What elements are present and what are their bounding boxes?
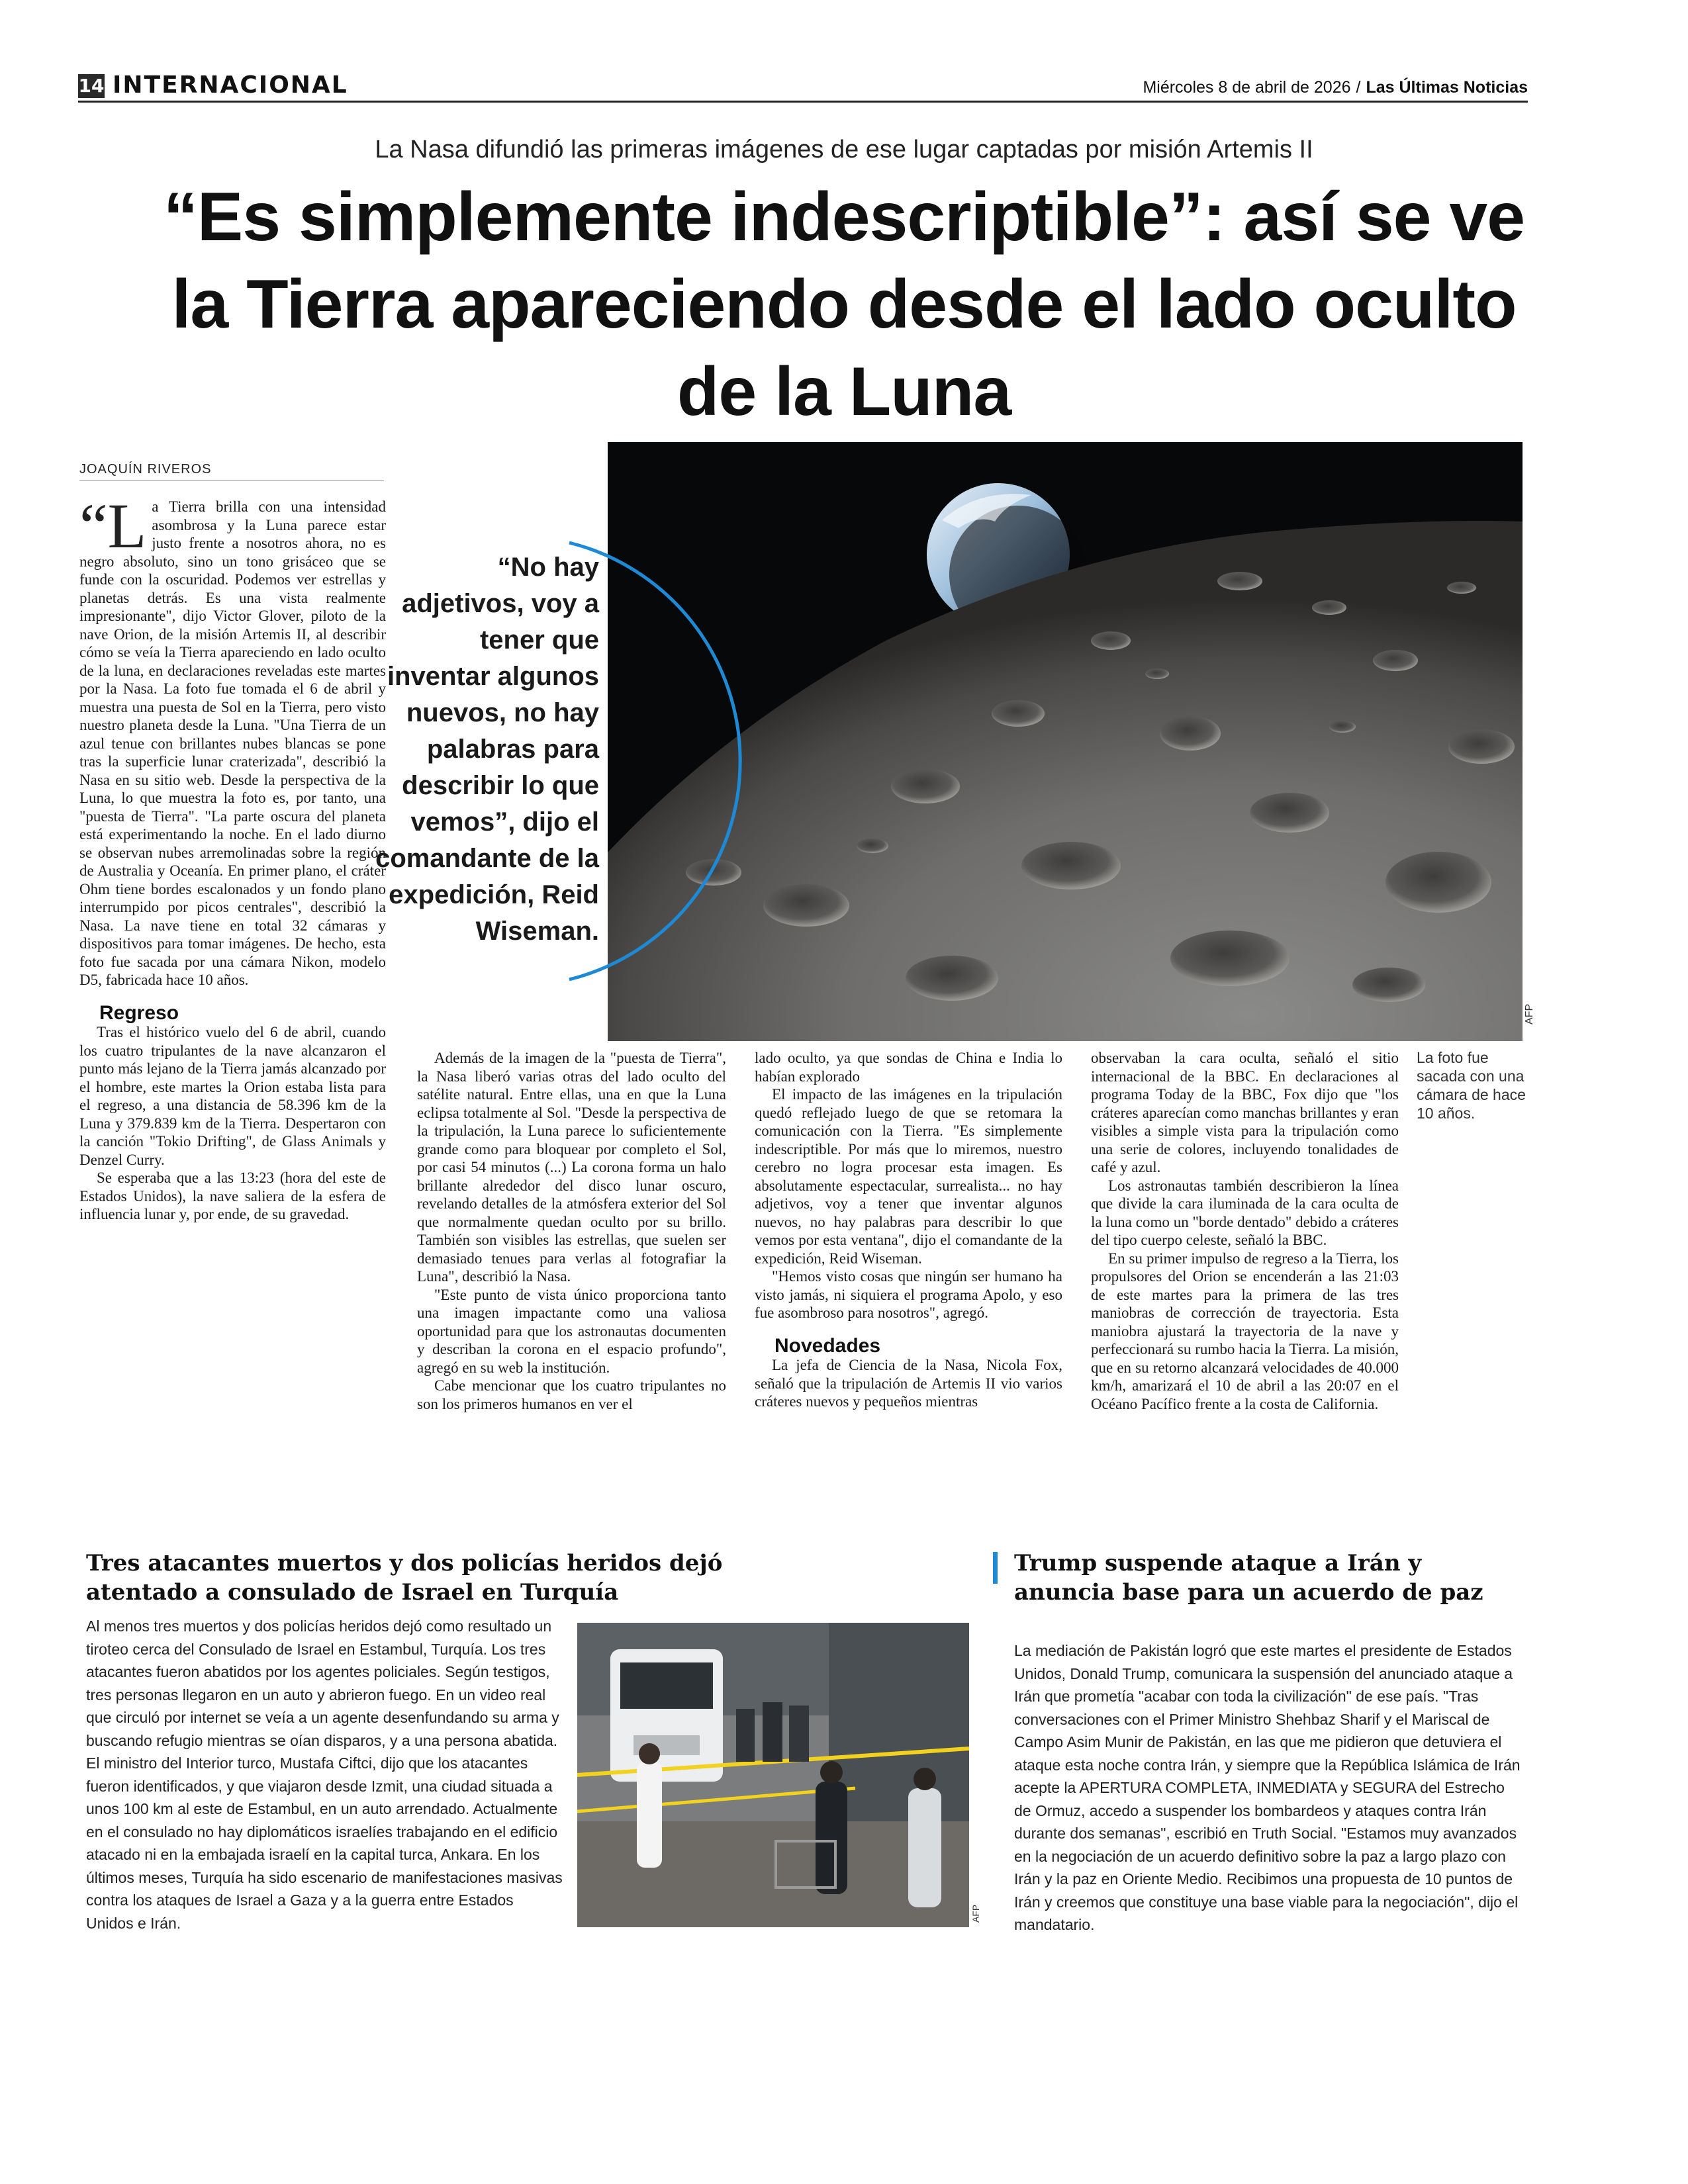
police-officer [816,1782,847,1894]
paragraph: "Este punto de vista único proporciona tanto una imagen impactante como una valiosa oportunidad para que los astronautas documenten y describan la corona en el espacio profundo", agregó en su web la institución. [417,1286,726,1376]
section-title: INTERNACIONAL [113,71,348,99]
turkey-body: Al menos tres muertos y dos policías heridos dejó como resultado un tiroteo cerca del Consulado de Israel en Estambul, Turquía. Los tres atacantes fueron abatidos por los agentes policiales. Según testigos, tres personas llegaron en un auto y abrieron fuego. En un video real que circuló por internet se veía a un agente desenfundando su arma y buscando refugio mientras se oían disparos, y a una persona abatida. El ministro del Interior turco, Mustafa Ciftci, dijo que los atacantes fueron identificados, y que viajaron desde Izmit, una ciudad situada a unos 100 km al este de Estambul, en un auto arrendado. Actualmente en el consulado no hay diplomáticos israelíes trabajando en el edificio atacado ni en la embajada israelí en la capital turca, Ankara. En los últimos meses, Turquía ha sido escenario de manifestaciones masivas contra los ataques de Israel a Gaza y a la guerra entre Estados Unidos e Irán. [86,1617,563,1932]
turkey-headline: Tres atacantes muertos y dos policías heridos dejó atentado a consulado de Israel en Turquía [86,1550,723,1606]
article-column-3 [755,1049,1062,1411]
turkey-photo-credit: AFP [970,1904,981,1923]
publication-name: Las Últimas Noticias [1366,78,1528,97]
subhead-regreso: Regreso [99,1001,179,1024]
paragraph: Se esperaba que a las 13:23 (hora del este de Estados Unidos), la nave saliera de la esfera de influencia lunar y, por ende, de su gravedad. [79,1169,386,1222]
crime-scene-illustration [577,1623,969,1927]
main-headline: “Es simplemente indescriptible”: así se ve la Tierra apareciendo desde el lado oculto de la Luna [163,179,1525,430]
turkey-photo [577,1623,969,1927]
dateline-separator: / [1356,78,1361,97]
paragraph: observaban la cara oculta, señaló el sitio internacional de la BBC. En declaraciones al programa Today de la BBC, Fox dijo que "los cráteres aparecían como manchas brillantes y eran visibles a simple vista para la tripulación como una serie de colores, incluyendo tonalidades de café y azul. [1091,1050,1399,1175]
lead-text: a Tierra brilla con una intensidad asombrosa y la Luna parece estar justo frente a nosotros ahora, no es negro absoluto, sino un tono grisáceo que se funde con la oscuridad. Podemos ver estrellas y planetas detrás. Es una vista realmente impresionante", dijo Victor Glover, piloto de la nave Orion, de la misión Artemis II, al describir cómo se veía la Tierra apareciendo en lado oculto de la luna, en declaraciones reveladas este martes por la Nasa. La foto fue tomada el 6 de abril y muestra una puesta de Sol en la Tierra, pero visto nuestro planeta desde la Luna. "Una Tierra de un azul tenue con brillantes nubes blancas se pone tras la superficie lunar craterizada", describió la Nasa en su sitio web. Desde la perspectiva de la Luna, lo que muestra la foto es, por tanto, una "puesta de Tierra". "La parte oscura del planeta está experimentando la noche. En el lado diurno se observan nubes arremolinadas sobre la región de Australia y Oceanía. En primer plano, el cráter Ohm tiene bordes escalonados y un fondo plano interrumpido por picos centrales", describió la Nasa. La nave tiene en total 32 cámaras y dispositivos para tomar imágenes. De hecho, esta foto fue sacada por una cámara Nikon, modelo D5, fabricada hace 10 años. [79,498,386,988]
byline: JOAQUÍN RIVEROS [79,462,212,477]
dateline [1143,78,1528,97]
photo-caption: La foto fue sacada con una cámara de hace 10 años. [1417,1049,1526,1122]
article-column-4 [1091,1049,1399,1413]
lead-paragraph [79,490,386,989]
police-officer [908,1788,941,1907]
drop-cap: “L [79,490,147,561]
subhead-novedades: Novedades [774,1334,881,1357]
trump-body: La mediación de Pakistán logró que este martes el presidente de Estados Unidos, Donald Trump, comunicara la suspensión del anunciado ataque a Irán que prometía "acabar con toda la civilización" de ese país. "Tras conversaciones con el Primer Ministro Shehbaz Sharif y el Mariscal de Campo Asim Munir de Pakistán, en las que me pidieron que detuviera el ataque esta noche contra Irán, y siempre que la República Islámica de Irán acepte la APERTURA COMPLETA, INMEDIATA y SEGURA del Estrecho de Ormuz, accedo a suspender los bombardeos y ataques contra Irán durante dos semanas", escribió en Truth Social. "Estamos muy avanzados en la negociación de un acuerdo definitivo sobre la paz a largo plazo con Irán y la paz en Oriente Medio. Recibimos una propuesta de 10 puntos de Irán y creemos que constituye una base viable para la negociación", dijo el mandatario. [1014,1642,1521,1933]
paragraph: Además de la imagen de la "puesta de Tierra", la Nasa liberó varias otras del lado oculto del satélite natural. Entre ellas, una en que la Luna eclipsa totalmente al Sol. "Desde la perspectiva de la tripulación, la Luna parece lo suficientemente grande como para bloquear por completo el Sol, por casi 54 minutos (...) La corona forma un halo brillante alrededor del disco lunar oscuro, revelando detalles de la atmósfera exterior del Sol que normalmente quedan oculto por su brillo. También son visibles las estrellas, que suelen ser demasiado tenues para verlas al fotografiar la Luna", describió la Nasa. [417,1050,726,1285]
article-column-1 [79,490,386,1224]
paragraph: Tras el histórico vuelo del 6 de abril, cuando los cuatro tripulantes de la nave alcanzaron el punto más lejano de la Tierra jamás alcanzado por el hombre, este martes la Orion estaba lista para el regreso, a una distancia de 58.396 km de la Luna y 379.839 km de la Tierra. Despertaron con la canción "Tokio Drifting", de Glass Animals y Denzel Curry. [79,1024,386,1168]
byline-rule [79,480,384,481]
page-number: 14 [78,75,105,97]
issue-date: Miércoles 8 de abril de 2026 [1143,78,1351,97]
paragraph: El impacto de las imágenes en la tripulación quedó reflejado luego de que se retomara la comunicación con la Tierra. "Es simplemente indescriptible. Por más que lo miremos, nuestro cerebro no logra procesar esta imagen. Es absolutamente espectacular, surrealista... no hay adjetivos, voy a tener que inventar algunos nuevos, no hay palabras para describir lo que vemos por esta ventana", dijo el comandante de la expedición, Reid Wiseman. [755,1086,1062,1267]
paragraph: lado oculto, ya que sondas de China e India lo habían explorado [755,1050,1062,1085]
trump-headline: Trump suspende ataque a Irán y anuncia base para un acuerdo de paz [1014,1550,1483,1606]
header-rule [78,101,1528,103]
paragraph: "Hemos visto cosas que ningún ser humano ha visto jamás, ni siquiera el programa Apolo, y eso fue asombroso para nosotros", agregó. [755,1268,1062,1321]
paragraph: Cabe mencionar que los cuatro tripulantes no son los primeros humanos en ver el [417,1377,726,1412]
paragraph: La jefa de Ciencia de la Nasa, Nicola Fox, señaló que la tripulación de Artemis II vio varios cráteres nuevos y pequeños mientras [755,1357,1062,1410]
paragraph: Los astronautas también describieron la línea que divide la cara iluminada de la cara oculta de la luna como un "borde dentado" debido a cráteres del tipo cuerpo celeste, señaló la BBC. [1091,1177,1399,1248]
pull-quote: “No hay adjetivos, voy a tener que inventar algunos nuevos, no hay palabras para describir lo que vemos”, dijo el comandante de la expedición, Reid Wiseman. [375,553,599,946]
forensic-officer [637,1762,662,1868]
article-column-2 [417,1049,726,1413]
story-accent-bar [993,1552,998,1584]
photo-credit: AFP [1524,1003,1535,1024]
paragraph: En su primer impulso de regreso a la Tierra, los propulsores del Orion se encenderán a las 21:03 de este martes para la primera de las tres maniobras de corrección de trayectoria. Esta maniobra ajustará la trayectoria de la nave y perfeccionará su rumbo hacia la Tierra. La misión, que en su retorno alcanzará velocidades de 40.000 km/h, amarizará el 10 de abril a las 20:07 en el Océano Pacífico frente a la costa de California. [1091,1250,1399,1412]
kicker: La Nasa difundió las primeras imágenes de ese lugar captadas por misión Artemis II [375,136,1313,163]
